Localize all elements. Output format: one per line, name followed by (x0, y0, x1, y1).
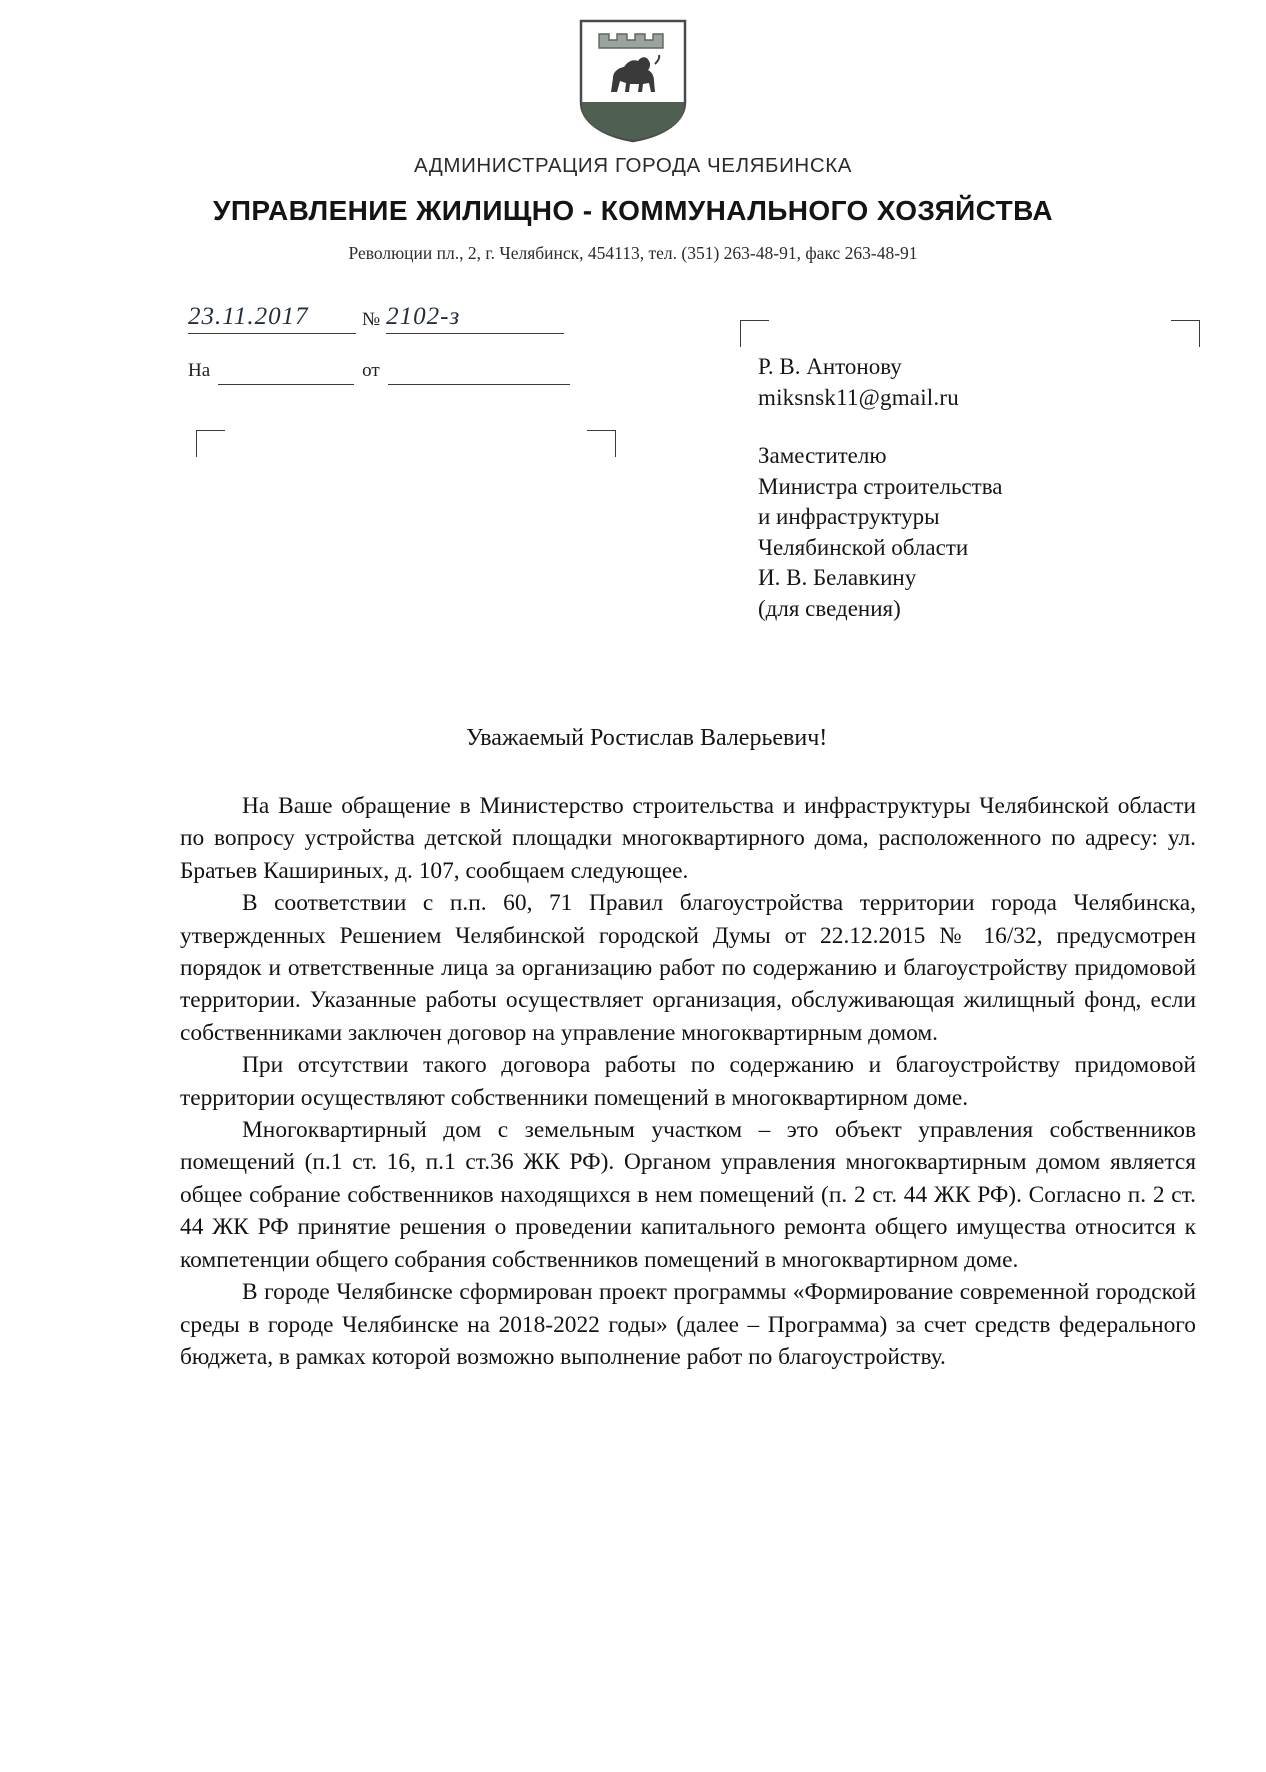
registration-date-value: 23.11.2017 (188, 303, 309, 330)
addressee-email: miksnsk11@gmail.ru (758, 384, 959, 410)
paragraph-5: В городе Челябинске сформирован проект программы «Формирование современной городской среды в городе Челябинске на 2018-2022 годы» (далее – Программа) за счет средств федерального бюджета, в рамках которой возможно выполнение работ по благоустройству. (180, 1279, 1196, 1370)
organization-name: АДМИНИСТРАЦИЯ ГОРОДА ЧЕЛЯБИНСКА (413, 154, 853, 177)
letter-body (180, 790, 1196, 1373)
bracket-addressee (740, 320, 1200, 346)
copy-line-3: и инфраструктуры (758, 504, 940, 530)
addressee-name: Р. В. Антонову (758, 354, 902, 379)
on-label: На (188, 360, 211, 381)
paragraph-3: При отсутствии такого договора работы по содержанию и благоустройству придомовой территории осуществляют собственники помещений в многоквартирном доме. (180, 1052, 1196, 1111)
reference-line (188, 360, 618, 385)
paragraph-2: В соответствии с п.п. 60, 71 Правил благоустройства территории города Челябинска, утвержденных Решением Челябинской городской Думы от 22.12.2015 № 16/32, предусмотрен порядок и ответственные лица за организацию работ по содержанию и благоустройству придомовой территории. Указанные работы осуществляет организация, обслуживающая жилищный фонд, если собственниками заключен договор на управление многоквартирным домом. (180, 890, 1196, 1046)
spacer (758, 413, 1228, 441)
emblem-container (0, 0, 1266, 144)
from-value-field[interactable] (388, 366, 570, 385)
registration-block (188, 300, 618, 385)
copy-line-5: И. В. Белавкину (758, 565, 917, 591)
from-label: от (362, 360, 380, 381)
copy-line-2: Министра строительства (758, 473, 1003, 499)
bracket-right-corner (1171, 320, 1200, 347)
bracket-left-corner (740, 320, 769, 347)
addressee-block (758, 352, 1228, 625)
number-label: № (362, 309, 381, 330)
paragraph-1: На Ваше обращение в Министерство строительства и инфраструктуры Челябинской области по вопросу устройства детской площадки многоквартирного дома, расположенного по адресу: ул. Братьев Кашириных, д. 107, сообщаем следующее. (180, 793, 1196, 884)
copy-line-4: Челябинской области (758, 534, 969, 560)
department-title: УПРАВЛЕНИЕ ЖИЛИЩНО - КОММУНАЛЬНОГО ХОЗЯЙСТВА (213, 195, 1053, 226)
paragraph-4: Многоквартирный дом с земельным участком – это объект управления собственников помещений (п.1 ст. 16, п.1 ст.36 ЖК РФ). Органом управления многоквартирным домом является общее собрание собственников находящихся в нем помещений (п. 2 ст. 44 ЖК РФ). Согласно п. 2 ст. 44 ЖК РФ принятие решения о проведении капитального ремонта общего имущества относится к компетенции общего собрания собственников помещений в многоквартирном доме. (180, 1117, 1196, 1273)
organization-address: Революции пл., 2, г. Челябинск, 454113, тел. (351) 263-48-91, факс 263-48-91 (348, 243, 918, 263)
registration-number-field[interactable] (386, 303, 564, 334)
registration-date-field[interactable] (188, 303, 356, 334)
copy-line-6: (для сведения) (758, 596, 901, 622)
coat-of-arms-icon (577, 18, 689, 144)
salutation: Уважаемый Ростислав Валерьевич! (466, 725, 828, 751)
registration-number-value: 2102-з (386, 303, 461, 330)
on-value-field[interactable] (218, 366, 354, 385)
registration-line (188, 300, 618, 334)
bracket-right-corner (587, 430, 616, 457)
copy-line-1: Заместителю (758, 443, 887, 469)
bracket-left (196, 430, 616, 456)
bracket-left-corner (196, 430, 225, 457)
